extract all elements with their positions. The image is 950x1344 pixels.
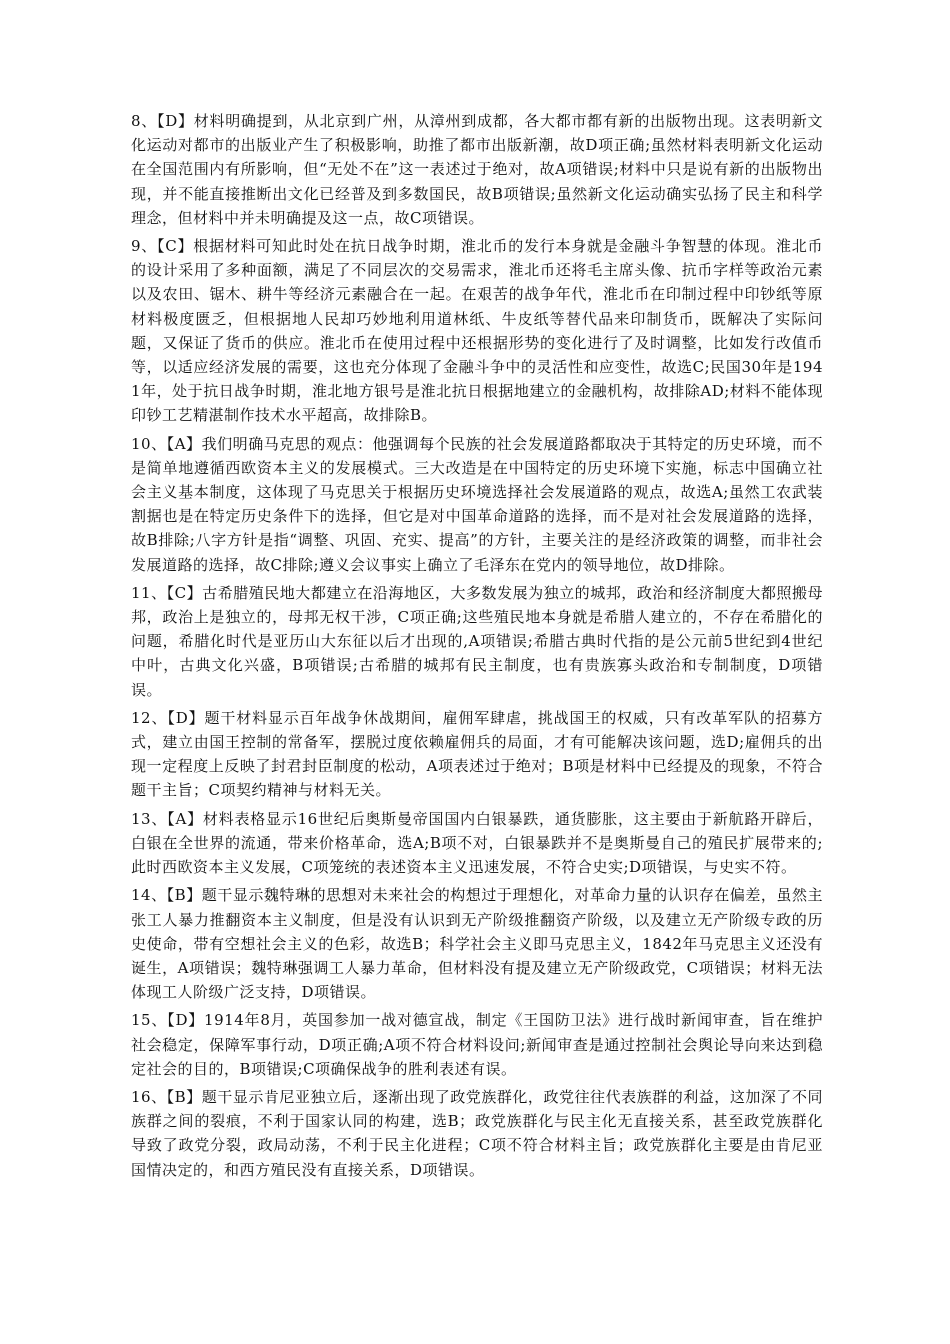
answer-16: 16、【B】题干显示肯尼亚独立后，逐渐出现了政党族群化，政党往往代表族群的利益，这加深了不同族群之间的裂痕，不利于国家认同的构建，选B；政党族群化与民主化无直接关系，甚至政党族群化导致了政党分裂，政局动荡，不利于民主化进程；C项不符合材料主旨；政党族群化主要是由肯尼亚国情决定的，和西方殖民没有直接关系，D项错误。 — [131, 1087, 823, 1179]
answer-11: 11、【C】古希腊殖民地大都建立在沿海地区，大多数发展为独立的城邦，政治和经济制度大都照搬母邦，政治上是独立的，母邦无权干涉，C项正确;这些殖民地本身就是希腊人建立的，不存在希腊化的问题，希腊化时代是亚历山大东征以后才出现的,A项错误;希腊古典时代指的是公元前5世纪到4世纪中叶，古典文化兴盛，B项错误;古希腊的城邦有民主制度，也有贵族寡头政治和专制制度，D项错误。 — [131, 583, 823, 699]
answer-9: 9、【C】根据材料可知此时处在抗日战争时期，淮北币的发行本身就是金融斗争智慧的体现。淮北币的设计采用了多种面额，满足了不同层次的交易需求，淮北币还将毛主席头像、抗币字样等政治元素以及农田、锯木、耕牛等经济元素融合在一起。在艰苦的战争年代，淮北币在印制过程中印钞纸等原材料极度匮乏，但根据地人民却巧妙地利用道林纸、牛皮纸等替代品来印制货币，既解决了实际问题，又保证了货币的供应。淮北币在使用过程中还根据形势的变化进行了及时调整，比如发行改值币等，以适应经济发展的需要，这也充分体现了金融斗争中的灵活性和应变性，故选C;民国30年是1941年，处于抗日战争时期，淮北地方银号是淮北抗日根据地建立的金融机构，故排除AD;材料不能体现印钞工艺精湛制作技术水平超高，故排除B。 — [131, 237, 823, 425]
answer-explanations — [131, 109, 823, 1186]
answer-13: 13、【A】材料表格显示16世纪后奥斯曼帝国国内白银暴跌，通货膨胀，这主要由于新航路开辟后，白银在全世界的流通，带来价格革命，选A;B项不对，白银暴跌并不是奥斯曼自己的殖民扩展带来的;此时西欧资本主义发展，C项笼统的表述资本主义迅速发展，不符合史实;D项错误，与史实不符。 — [131, 809, 823, 877]
answer-15: 15、【D】1914年8月，英国参加一战对德宣战，制定《王国防卫法》进行战时新闻审查，旨在维护社会稳定，保障军事行动，D项正确;A项不符合材料设问;新闻审查是通过控制社会舆论导向来达到稳定社会的目的，B项错误;C项确保战争的胜利表述有误。 — [131, 1011, 823, 1078]
answer-14: 14、【B】题干显示魏特琳的思想对未来社会的构想过于理想化，对革命力量的认识存在偏差，虽然主张工人暴力推翻资本主义制度，但是没有认识到无产阶级推翻资产阶级，以及建立无产阶级专政的历史使命，带有空想社会主义的色彩，故选B；科学社会主义即马克思主义，1842年马克思主义还没有诞生，A项错误；魏特琳强调工人暴力革命，但材料没有提及建立无产阶级政党，C项错误；材料无法体现工人阶级广泛支持，D项错误。 — [131, 886, 823, 1002]
answer-8: 8、【D】材料明确提到，从北京到广州，从漳州到成都，各大都市都有新的出版物出现。这表明新文化运动对都市的出版业产生了积极影响，助推了都市出版新潮，故D项正确;虽然材料表明新文化运动在全国范围内有所影响，但“无处不在”这一表述过于绝对，故A项错误;材料中只是说有新的出版物出现，并不能直接推断出文化已经普及到多数国民，故B项错误;虽然新文化运动确实弘扬了民主和科学理念，但材料中并未明确提及这一点，故C项错误。 — [131, 112, 823, 227]
answer-12: 12、【D】题干材料显示百年战争休战期间，雇佣军肆虐，挑战国王的权威，只有改革军队的招募方式，建立由国王控制的常备军，摆脱过度依赖雇佣兵的局面，才有可能解决该问题，选D;雇佣兵的出现一定程度上反映了封君封臣制度的松动，A项表述过于绝对；B项是材料中已经提及的现象，不符合题干主旨；C项契约精神与材料无关。 — [131, 708, 823, 800]
answer-10: 10、【A】我们明确马克思的观点：他强调每个民族的社会发展道路都取决于其特定的历史环境，而不是简单地遵循西欧资本主义的发展模式。三大改造是在中国特定的历史环境下实施，标志中国确立社会主义基本制度，这体现了马克思关于根据历史环境选择社会发展道路的观点，故选A;虽然工农武装割据也是在特定历史条件下的选择，但它是对中国革命道路的选择，而不是对社会发展道路的选择，故B排除;八字方针是指“调整、巩固、充实、提高”的方针，主要关注的是经济政策的调整，而非社会发展道路的选择，故C排除;遵义会议事实上确立了毛泽东在党内的领导地位，故D排除。 — [131, 434, 823, 574]
